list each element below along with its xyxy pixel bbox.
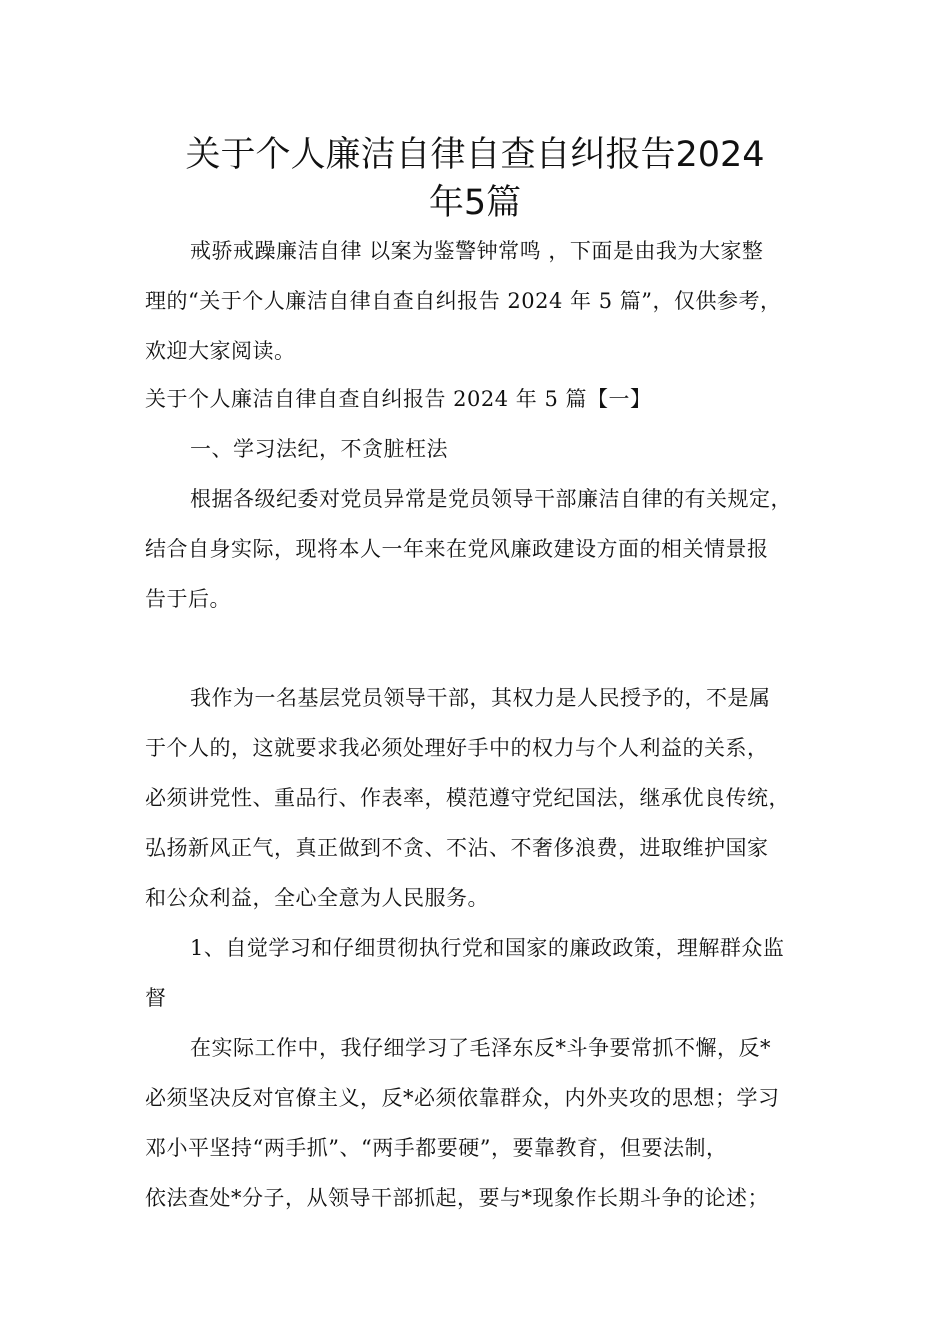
para-2-line-5: 和公众利益，全心全意为人民服务。: [145, 886, 489, 910]
intro-line-3: 欢迎大家阅读。: [145, 339, 296, 363]
para-3-line-2: 必须坚决反对官僚主义，反*必须依靠群众，内外夹攻的思想；学习: [145, 1086, 780, 1110]
para-1-line-2: 结合自身实际，现将本人一年来在党风廉政建设方面的相关情景报: [145, 537, 769, 561]
para-1-line-1: 根据各级纪委对党员异常是党员领导干部廉洁自律的有关规定，: [190, 487, 792, 511]
para-2-line-1: 我作为一名基层党员领导干部，其权力是人民授予的，不是属: [190, 686, 771, 710]
section-heading: 关于个人廉洁自律自查自纠报告 2024 年 5 篇【一】: [145, 387, 652, 411]
document-title-line-1: 关于个人廉洁自律自查自纠报告2024: [185, 135, 765, 175]
intro-line-1: 戒骄戒躁廉洁自律 以案为鉴警钟常鸣 ，下面是由我为大家整: [190, 239, 764, 263]
document-title-line-2: 年5篇: [428, 183, 522, 223]
item-1-line-2: 督: [145, 986, 167, 1010]
para-2-line-2: 于个人的，这就要求我必须处理好手中的权力与个人利益的关系，: [145, 736, 769, 760]
para-3-line-4: 依法查处*分子，从领导干部抓起，要与*现象作长期斗争的论述；: [145, 1186, 769, 1210]
para-2-line-4: 弘扬新风正气，真正做到不贪、不沾、不奢侈浪费，进取维护国家: [145, 836, 769, 860]
para-3-line-1: 在实际工作中，我仔细学习了毛泽东反*斗争要常抓不懈，反*: [190, 1036, 771, 1060]
para-2-line-3: 必须讲党性、重品行、作表率，模范遵守党纪国法，继承优良传统，: [145, 786, 790, 810]
para-1-line-3: 告于后。: [145, 587, 231, 611]
intro-line-2: 理的“关于个人廉洁自律自查自纠报告 2024 年 5 篇”，仅供参考，: [145, 289, 782, 313]
para-3-line-3: 邓小平坚持“两手抓”、“两手都要硬”，要靠教育，但要法制，: [145, 1136, 728, 1160]
item-1-line-1: 1、自觉学习和仔细贯彻执行党和国家的廉政政策，理解群众监: [190, 936, 785, 960]
subheading-1: 一、学习法纪，不贪脏枉法: [190, 437, 448, 461]
